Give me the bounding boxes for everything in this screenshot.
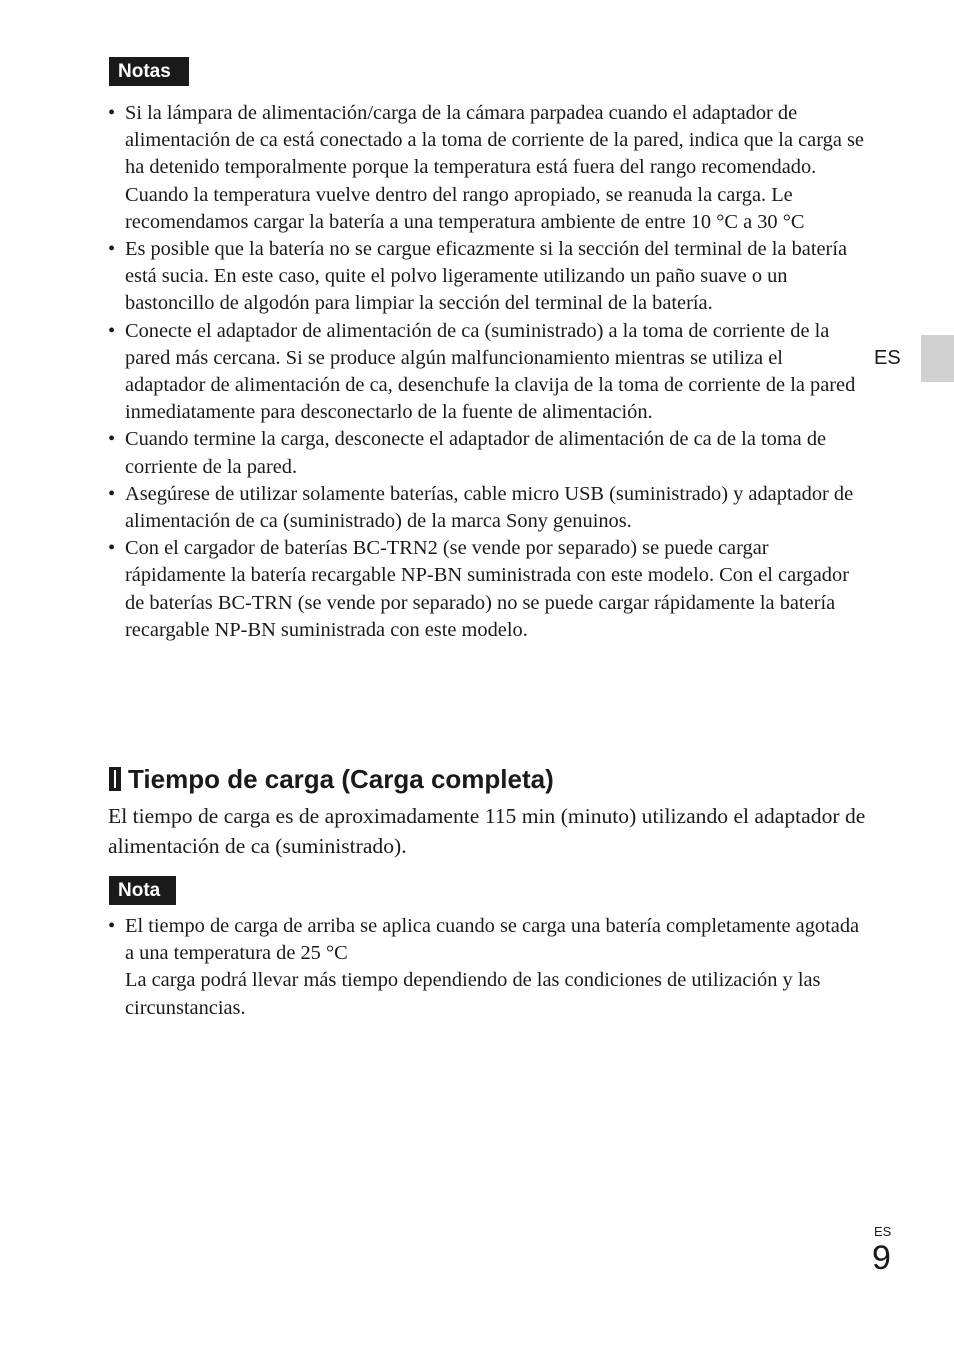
- note-text: Si la lámpara de alimentación/carga de la cámara parpadea cuando el adaptador de alimentación de ca está conectado a la toma de corriente de la pared, indica que la carga se ha detenido temporalmente porque la temperatura está fuera del rango recomendado. Cuando la temperatura vuelve dentro del rango apropiado, se reanuda la carga. Le recomendamos cargar la batería a una temperatura ambiente de entre 10 °C a 30 °C: [125, 102, 864, 233]
- list-item: [108, 318, 868, 427]
- bullet-icon: •: [108, 482, 116, 505]
- list-item: [108, 236, 868, 318]
- notes-badge: Notas: [109, 57, 189, 86]
- list-item: [108, 100, 868, 236]
- charge-time-paragraph: El tiempo de carga es de aproximadamente 115 min (minuto) utilizando el adaptador de alimentación de ca (suministrado).: [108, 804, 866, 858]
- bullet-icon: •: [108, 915, 116, 937]
- bullet-icon: •: [108, 319, 116, 342]
- bullet-icon: •: [108, 238, 116, 261]
- page-number: 9: [872, 1239, 891, 1277]
- bullet-icon: •: [108, 537, 116, 560]
- list-item: [108, 913, 868, 1022]
- nota-text-line2: La carga podrá llevar más tiempo dependiendo de las condiciones de utilización y las circunstancias.: [125, 969, 821, 1019]
- nota-badge: Nota: [109, 876, 176, 905]
- section-heading-text: Tiempo de carga (Carga completa): [128, 764, 554, 794]
- heading-marker-icon: [109, 767, 121, 791]
- bullet-icon: •: [108, 428, 116, 451]
- section-heading: [109, 762, 869, 796]
- nota-list: [108, 913, 868, 1022]
- note-text: Cuando termine la carga, desconecte el adaptador de alimentación de ca de la toma de corriente de la pared.: [125, 428, 827, 478]
- list-item: [108, 481, 868, 535]
- list-item: [108, 426, 868, 480]
- side-tab-marker: [921, 335, 954, 382]
- bullet-icon: •: [108, 102, 116, 124]
- footer-language: ES: [874, 1224, 892, 1239]
- notes-list: [108, 100, 868, 644]
- note-text: Asegúrese de utilizar solamente baterías, cable micro USB (suministrado) y adaptador de alimentación de ca (suministrado) de la marca Sony genuinos.: [125, 482, 854, 533]
- note-text: Conecte el adaptador de alimentación de ca (suministrado) a la toma de corriente de la pared más cercana. Si se produce algún malfuncionamiento mientras se utiliza el adaptador de alimentación de ca, desenchufe la clavija de la toma de corriente de la pared inmediatamente para desconectarlo de la fuente de alimentación.: [125, 319, 856, 424]
- note-text: Es posible que la batería no se cargue eficazmente si la sección del terminal de la batería está sucia. En este caso, quite el polvo ligeramente utilizando un paño suave o un bastoncillo de algodón para limpiar la sección del terminal de la batería.: [125, 238, 848, 315]
- list-item: [108, 535, 868, 644]
- note-text: Con el cargador de baterías BC-TRN2 (se vende por separado) se puede cargar rápidamente la batería recargable NP-BN suministrada con este modelo. Con el cargador de baterías BC-TRN (se vende por separado) no se puede cargar rápidamente la batería recargable NP-BN suministrada con este modelo.: [125, 537, 849, 641]
- nota-text-line1: El tiempo de carga de arriba se aplica cuando se carga una batería completamente agotada a una temperatura de 25 °C: [125, 915, 860, 965]
- side-language-label: ES: [874, 347, 901, 369]
